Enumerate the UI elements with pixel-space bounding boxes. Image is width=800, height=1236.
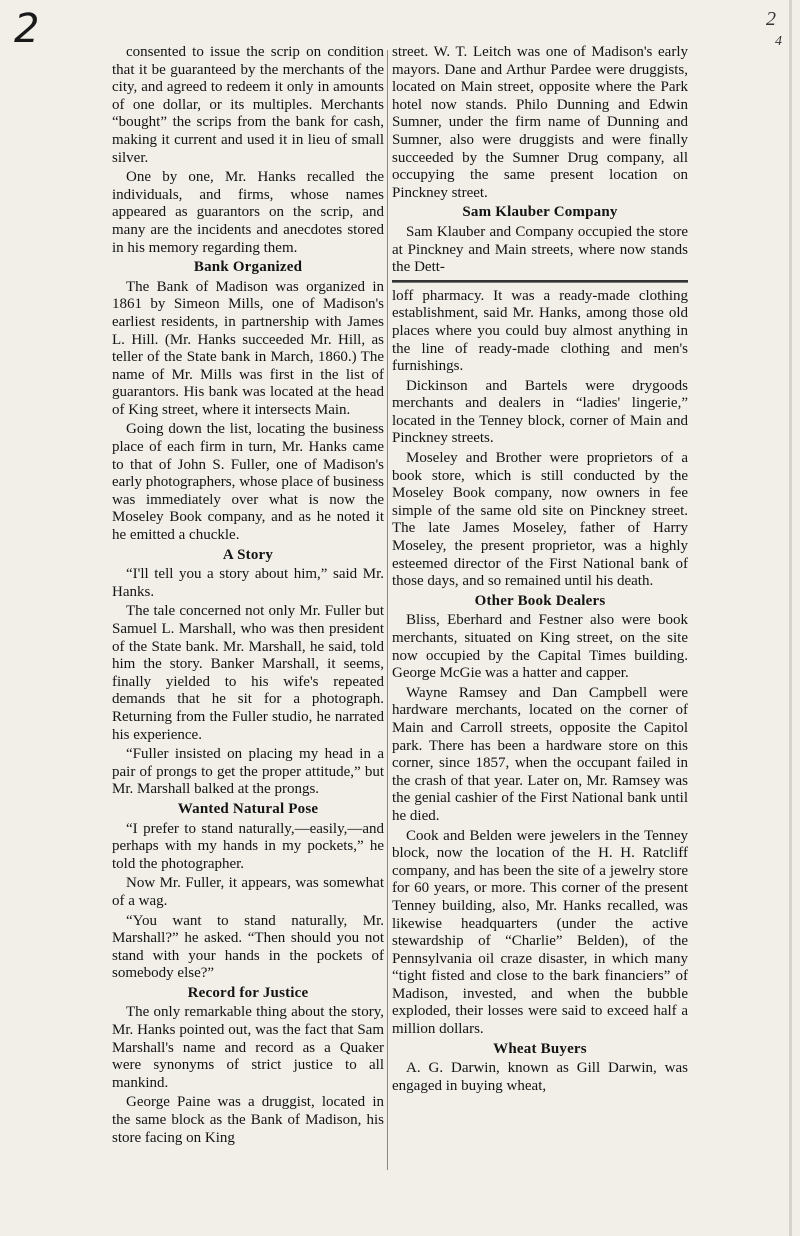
paragraph: The only remarkable thing about the story, Mr. Hanks pointed out, was the fact that Sam Marshall's name and record as a Quaker were synonyms of strict justice to all mankind. (112, 1004, 384, 1091)
paragraph: The Bank of Madison was organized in 1861 by Simeon Mills, one of Madison's earliest residents, in partnership with James L. Hill. (Mr. Hanks succeeded Mr. Hill, as teller of the State bank in March, 1860.) The name of Mr. Mills was first in the list of guarantors. His bank was located at the head of King street, where it intersects Main. (112, 278, 384, 418)
paragraph: Now Mr. Fuller, it appears, was somewhat of a wag. (112, 875, 384, 909)
paragraph: Dickinson and Bartels were drygoods merchants and dealers in “ladies' lingerie,” located in the Tenney block, corner of Main and Pinckney streets. (392, 377, 688, 447)
paragraph: Moseley and Brother were proprietors of a book store, which is still conducted by the Moseley Book company, now owners in fee simple of the same old site on Pinckney street. The late James Moseley, father of Harry Moseley, the present proprietor, was a highly esteemed director of the First National bank of those days, and so remained until his death. (392, 450, 688, 590)
paragraph: Cook and Belden were jewelers in the Tenney block, now the location of the H. H. Ratcliff company, and has been the site of a jewelry store for 60 years, or more. This corner of the present Tenney building, also, Mr. Hanks recalled, was likewise headquarters (under the active stewardship of “Charlie” Belden), of the Pennsylvania oil craze disaster, in which many “tight fisted and close to the bark financiers” of Madison, invested, and when the bubble exploded, their losses were said to exceed half a million dollars. (392, 827, 688, 1038)
right-column (392, 44, 688, 1097)
paragraph: loff pharmacy. It was a ready-made clothing establishment, said Mr. Hanks, among those old places where you could buy almost anything in the line of ready-made clothing and men's furnishings. (392, 287, 688, 375)
section-heading: Other Book Dealers (474, 592, 606, 609)
column-divider (387, 50, 388, 1170)
paragraph: “I prefer to stand naturally,—easily,—and perhaps with my hands in my pockets,” he told the photographer. (112, 820, 384, 872)
section-heading: Wheat Buyers (493, 1040, 587, 1057)
section-heading: A Story (222, 546, 274, 563)
paragraph: “Fuller insisted on placing my head in a pair of prongs to get the proper attitude,” but Mr. Marshall balked at the prongs. (112, 746, 384, 798)
paragraph: “I'll tell you a story about him,” said Mr. Hanks. (112, 566, 384, 600)
section-heading: Record for Justice (187, 984, 309, 1001)
corner-mark: 2 (766, 8, 776, 30)
section-heading: Sam Klauber Company (462, 204, 618, 221)
section-heading: Wanted Natural Pose (177, 800, 319, 817)
paragraph: Bliss, Eberhard and Festner also were book merchants, situated on King street, on the site now occupied by the Capital Times building. George McGie was a hatter and capper. (392, 612, 688, 682)
corner-mark-small: 4 (775, 34, 782, 49)
paragraph: Sam Klauber and Company occupied the store at Pinckney and Main streets, where now stands the Dett- (392, 223, 688, 276)
paragraph: street. W. T. Leitch was one of Madison's early mayors. Dane and Arthur Pardee were druggists, located on Main street, opposite where the Park hotel now stands. Philo Dunning and Edwin Sumner, under the firm name of Dunning and Sumner, also were druggists and were finally succeeded by the Sumner Drug company, all occupying the same present location on Pinckney street. (392, 44, 688, 201)
page-edge (789, 0, 792, 1236)
paragraph: consented to issue the scrip on condition that it be guaranteed by the merchants of the city, and agreed to redeem it only in amounts of one dollar, or its multiples. Merchants “bought” the scrips from the bank for cash, making it current and used it in lieu of small silver. (112, 44, 384, 166)
paragraph: Wayne Ramsey and Dan Campbell were hardware merchants, located on the corner of Main and Carroll streets, opposite the Capitol park. There has been a hardware store on this corner, since 1857, when the occupant failed in the crash of that year. Later on, Mr. Ramsey was the genial cashier of the First National bank until he died. (392, 684, 688, 824)
paragraph: A. G. Darwin, known as Gill Darwin, was engaged in buying wheat, (392, 1060, 688, 1094)
paragraph: The tale concerned not only Mr. Fuller but Samuel L. Marshall, who was then president of the State bank. Mr. Marshall, he said, told him the story. Banker Marshall, it seems, finally yielded to his wife's repeated demands that he sit for a photograph. Returning from the Fuller studio, he narrated his experience. (112, 603, 384, 743)
paragraph: One by one, Mr. Hanks recalled the individuals, and firms, whose names appeared as guarantors on the scrip, and many are the incidents and anecdotes stored in his memory regarding them. (112, 169, 384, 256)
paragraph: “You want to stand naturally, Mr. Marshall?” he asked. “Then should you not stand with your hands in the pockets of somebody else?” (112, 912, 384, 982)
page-number: 2 (14, 6, 40, 52)
section-heading: Bank Organized (193, 259, 303, 276)
paragraph: George Paine was a druggist, located in the same block as the Bank of Madison, his store facing on King (112, 1094, 384, 1146)
paragraph: Going down the list, locating the business place of each firm in turn, Mr. Hanks came to that of John S. Fuller, one of Madison's early photographers, whose place of business was immediately over what is now the Moseley Book company, and as he noted it he emitted a chuckle. (112, 421, 384, 544)
column-rule (392, 280, 688, 283)
left-column (112, 44, 384, 1149)
